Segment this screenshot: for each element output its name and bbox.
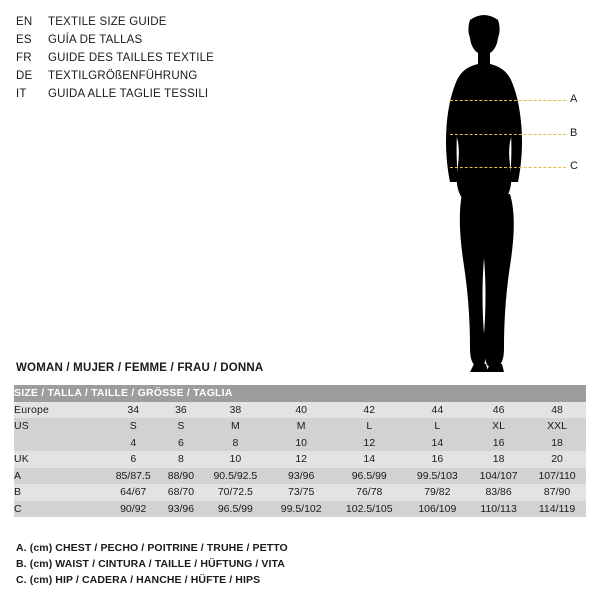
measure-line-a [450, 100, 566, 101]
row-cell: 20 [528, 451, 586, 468]
measurement-notes [16, 542, 576, 590]
row-cell: 114/119 [528, 501, 586, 518]
row-cell: 106/109 [406, 501, 470, 518]
row-cell: 14 [406, 435, 470, 452]
row-cell: 85/87.5 [106, 468, 160, 485]
table-row [14, 501, 586, 518]
row-cell: 99.5/102 [269, 501, 333, 518]
row-cell: 8 [201, 435, 269, 452]
row-label [14, 435, 106, 452]
table-header-row [14, 385, 586, 402]
row-cell: L [333, 418, 406, 435]
row-cell: 96.5/99 [333, 468, 406, 485]
language-row [16, 34, 316, 50]
row-cell: 102.5/105 [333, 501, 406, 518]
row-cell: 99.5/103 [406, 468, 470, 485]
table-row [14, 418, 586, 435]
note-waist: B. (cm) WAIST / CINTURA / TAILLE / HÜFTUNG / VITA [16, 558, 285, 570]
row-cell: 46 [469, 402, 528, 419]
row-cell: 12 [269, 451, 333, 468]
row-cell: 79/82 [406, 484, 470, 501]
row-cell: XXL [528, 418, 586, 435]
row-cell: 36 [160, 402, 201, 419]
row-cell: 70/72.5 [201, 484, 269, 501]
language-code: FR [16, 52, 32, 64]
language-title: GUÍA DE TALLAS [48, 34, 143, 46]
row-cell: 104/107 [469, 468, 528, 485]
language-code: EN [16, 16, 33, 28]
row-cell: 18 [469, 451, 528, 468]
row-cell: 87/90 [528, 484, 586, 501]
row-label: UK [14, 451, 106, 468]
row-label: C [14, 501, 106, 518]
row-cell: 73/75 [269, 484, 333, 501]
row-cell: XL [469, 418, 528, 435]
measure-line-b [450, 134, 566, 135]
row-cell: 107/110 [528, 468, 586, 485]
table-header-label: SIZE / TALLA / TAILLE / GRÖSSE / TAGLIA [14, 385, 586, 402]
note-hip: C. (cm) HIP / CADERA / HANCHE / HÜFTE / HIPS [16, 574, 261, 586]
row-label: B [14, 484, 106, 501]
language-row [16, 16, 316, 32]
row-cell: 34 [106, 402, 160, 419]
language-title: GUIDE DES TAILLES TEXTILE [48, 52, 215, 64]
row-cell: 90/92 [106, 501, 160, 518]
table-row [14, 468, 586, 485]
language-list [16, 16, 316, 106]
row-cell: 6 [106, 451, 160, 468]
row-cell: 44 [406, 402, 470, 419]
row-cell: 14 [333, 451, 406, 468]
row-label: A [14, 468, 106, 485]
table-row [14, 451, 586, 468]
row-cell: 93/96 [269, 468, 333, 485]
body-figure [400, 8, 600, 378]
measure-label-c: C [570, 160, 578, 172]
row-cell: 8 [160, 451, 201, 468]
row-cell: 40 [269, 402, 333, 419]
row-cell: 110/113 [469, 501, 528, 518]
row-cell: 10 [269, 435, 333, 452]
row-cell: 88/90 [160, 468, 201, 485]
size-table [14, 385, 586, 517]
category-title: WOMAN / MUJER / FEMME / FRAU / DONNA [16, 362, 264, 374]
measure-label-a: A [570, 93, 578, 105]
note-chest: A. (cm) CHEST / PECHO / POITRINE / TRUHE / PETTO [16, 542, 288, 554]
row-cell: S [106, 418, 160, 435]
language-row [16, 70, 316, 86]
measure-label-b: B [570, 127, 578, 139]
row-cell: 18 [528, 435, 586, 452]
table-row [14, 402, 586, 419]
row-label: US [14, 418, 106, 435]
language-code: IT [16, 88, 27, 100]
row-cell: 76/78 [333, 484, 406, 501]
row-cell: 38 [201, 402, 269, 419]
language-code: DE [16, 70, 33, 82]
row-cell: 42 [333, 402, 406, 419]
row-cell: 64/67 [106, 484, 160, 501]
language-title: TEXTILGRÖßENFÜHRUNG [48, 70, 198, 82]
row-cell: 6 [160, 435, 201, 452]
row-cell: L [406, 418, 470, 435]
row-cell: M [201, 418, 269, 435]
row-cell: 16 [406, 451, 470, 468]
row-cell: S [160, 418, 201, 435]
row-cell: 68/70 [160, 484, 201, 501]
row-cell: 10 [201, 451, 269, 468]
row-cell: 90.5/92.5 [201, 468, 269, 485]
measure-line-c [450, 167, 566, 168]
language-code: ES [16, 34, 32, 46]
table-row [14, 435, 586, 452]
language-row [16, 88, 316, 104]
row-label: Europe [14, 402, 106, 419]
language-title: TEXTILE SIZE GUIDE [48, 16, 167, 28]
language-row [16, 52, 316, 68]
row-cell: M [269, 418, 333, 435]
row-cell: 93/96 [160, 501, 201, 518]
row-cell: 96.5/99 [201, 501, 269, 518]
row-cell: 16 [469, 435, 528, 452]
table-row [14, 484, 586, 501]
row-cell: 48 [528, 402, 586, 419]
row-cell: 83/86 [469, 484, 528, 501]
language-title: GUIDA ALLE TAGLIE TESSILI [48, 88, 209, 100]
row-cell: 4 [106, 435, 160, 452]
row-cell: 12 [333, 435, 406, 452]
female-silhouette-icon [400, 8, 600, 378]
